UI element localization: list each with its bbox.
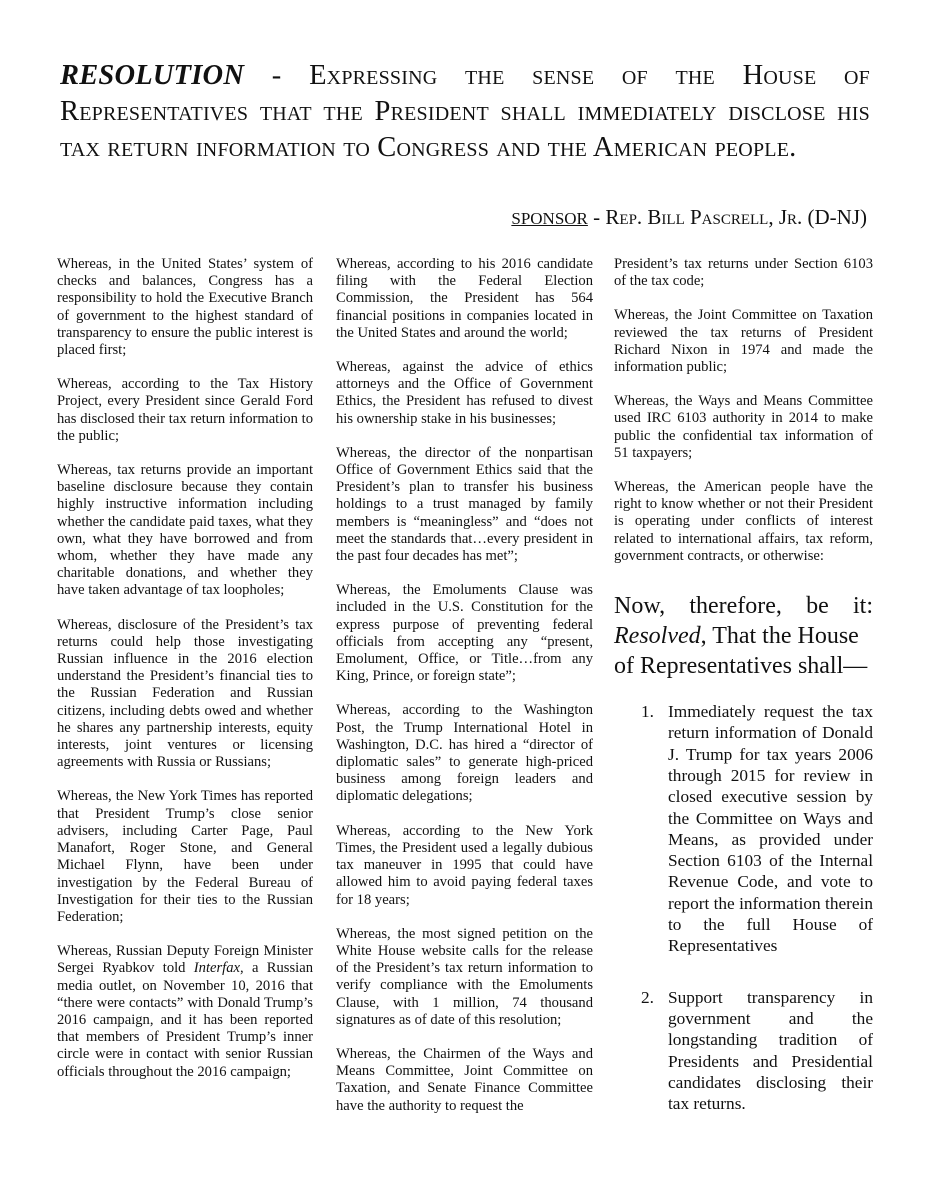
whereas-clause: Whereas, the director of the nonpartisan Office of Government Ethics said that the President’s plan to transfer his business holdings to a trust managed by family members is “meaningless” and “does not meet the standards that…every president in the past four decades has met”; <box>336 444 593 565</box>
whereas-clause: Whereas, according to the New York Times, the President used a legally dubious tax maneuver in 1995 that could have allowed him to avoid paying federal taxes for 18 years; <box>336 822 593 908</box>
sponsor-name: - Rep. Bill Pascrell, Jr. (D-NJ) <box>587 205 867 229</box>
whereas-clause: President’s tax returns under Section 6103 of the tax code; <box>614 256 873 290</box>
item-number: 2. <box>641 987 654 1007</box>
whereas-clause: Whereas, tax returns provide an important baseline disclosure because they contain highly instructive information including whether the candidate paid taxes, what they own, what they have borrowed and from whom, whether they have made any charitable donations, and whether they have taken advantage of tax loopholes; <box>57 462 313 599</box>
whereas-clause: Whereas, in the United States’ system of checks and balances, Congress has a responsibility to hold the Executive Branch of government to the highest standard of transparency to ensure the public interest is placed first; <box>57 256 313 359</box>
resolved-keyword: Resolved <box>614 623 701 650</box>
resolution-title-text: - Expressing the sense of the House of Representatives that the President shall immediately disclose his tax return information to Congress and the American people. <box>60 60 870 163</box>
clause-text: Whereas, Russian Deputy Foreign Minister Sergei Ryabkov told <box>57 943 313 977</box>
column-3 <box>614 256 873 1144</box>
sponsor-label: SPONSOR <box>511 209 588 228</box>
whereas-clause: Whereas, the New York Times has reported that President Trump’s close senior advisers, including Carter Page, Paul Manafort, Roger Stone, and General Michael Flynn, have been under investigation by the Federal Bureau of Investigation for their ties to the Russian Federation; <box>57 788 313 925</box>
clause-text: , a Russian media outlet, on November 10, 2016 that “there were contacts” with Donald Trump’s 2016 campaign, and it has been reported that members of President Trump’s inner circle were in contact with senior Russian officials throughout the 2016 campaign; <box>57 960 313 1080</box>
interfax-name: Interfax <box>193 960 240 977</box>
whereas-clause: Whereas, the Chairmen of the Ways and Means Committee, Joint Committee on Taxation, and Senate Finance Committee have the authority to request the <box>336 1045 593 1114</box>
resolution-title <box>60 58 870 166</box>
whereas-clause: Whereas, against the advice of ethics attorneys and the Office of Government Ethics, the President has refused to divest his ownership stake in his businesses; <box>336 359 593 427</box>
whereas-clause: Whereas, according to his 2016 candidate filing with the Federal Election Commission, the President has 564 financial positions in companies located in the United States and around the world; <box>336 256 593 341</box>
resolved-lead: Now, therefore, be it: <box>614 593 873 620</box>
whereas-clause: Whereas, the Emoluments Clause was included in the U.S. Constitution for the express purpose of preventing federal officials from accepting any “present, Emolument, Office, or Title…from any King, Prince, or foreign state”; <box>336 582 593 685</box>
whereas-clause: Whereas, the most signed petition on the White House website calls for the release of the President’s tax return information to verify compliance with the Emoluments Clause, with 1 million, 74 thousand signatures as of date of this resolution; <box>336 925 593 1028</box>
whereas-clause: Whereas, the Joint Committee on Taxation reviewed the tax returns of President Richard Nixon in 1974 and made the information public; <box>614 307 873 376</box>
item-number: 1. <box>641 702 654 722</box>
whereas-clause: Whereas, the American people have the right to know whether or not their President is operating under conflicts of interest related to international affairs, tax reform, government contracts, or otherwise: <box>614 479 873 564</box>
resolved-item <box>614 701 873 957</box>
item-text: Support transparency in government and the longstanding tradition of Presidents and Presidential candidates disclosing their tax returns. <box>668 987 873 1114</box>
resolved-items <box>614 701 873 1114</box>
whereas-clause: Whereas, the Ways and Means Committee used IRC 6103 authority in 2014 to make public the confidential tax information of 51 taxpayers; <box>614 393 873 461</box>
sponsor-line <box>511 205 867 230</box>
resolution-label: RESOLUTION <box>60 60 245 91</box>
resolved-clause <box>614 591 873 681</box>
item-text: Immediately request the tax return information of Donald J. Trump for tax years 2006 through 2015 for review in closed executive session by the Committee on Ways and Means, as provided under Section 6103 of the Internal Revenue Code, and vote to report the information therein to the full House of Representatives <box>668 702 873 956</box>
resolved-rest: , That the House of Representatives shall— <box>614 623 868 680</box>
column-2 <box>336 256 593 1132</box>
whereas-clause: Whereas, disclosure of the President’s tax returns could help those investigating Russian influence in the 2016 election understand the President’s financial ties to the Russian Federation and Russian citizens, including debts owed and whether he shares any partnership interests, equity interests, joint ventures or licensing agreements with Russia or Russians; <box>57 616 313 771</box>
whereas-clause: Whereas, according to the Tax History Project, every President since Gerald Ford has disclosed their tax return information to the public; <box>57 376 313 444</box>
whereas-clause: Whereas, according to the Washington Post, the Trump International Hotel in Washington, D.C. has hired a “director of diplomatic sales” to generate high-priced business among foreign leaders and diplomatic delegations; <box>336 702 593 805</box>
column-1 <box>57 256 313 1098</box>
resolved-item <box>614 987 873 1115</box>
whereas-clause <box>57 943 313 1081</box>
